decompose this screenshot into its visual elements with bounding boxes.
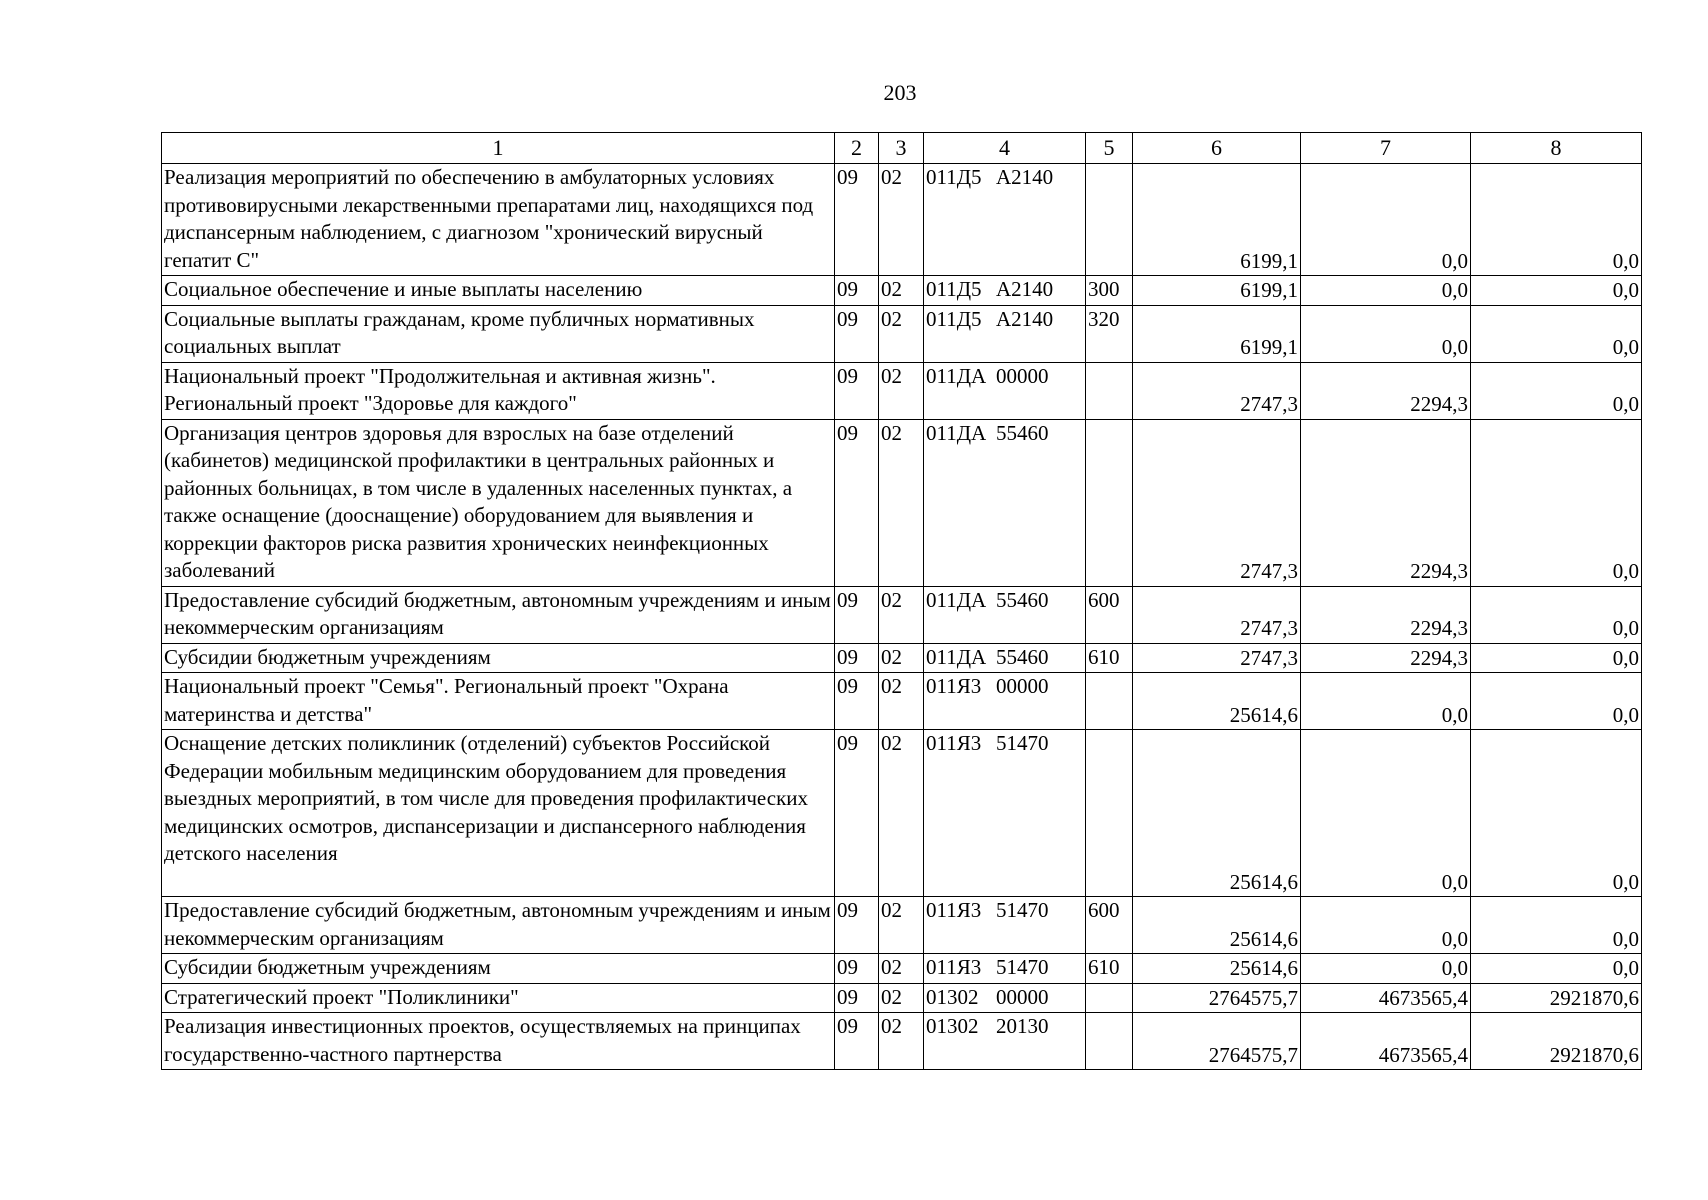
amount-col8: 0,0 bbox=[1471, 586, 1642, 643]
target-article-code bbox=[924, 305, 1086, 362]
section-code: 09 bbox=[835, 983, 879, 1013]
table-row bbox=[162, 1013, 1642, 1070]
expense-type-code: 320 bbox=[1086, 305, 1133, 362]
column-header: 1 bbox=[162, 133, 835, 164]
target-article-program: 011Я3 bbox=[926, 898, 982, 922]
expense-type-code: 610 bbox=[1086, 643, 1133, 673]
column-header: 7 bbox=[1301, 133, 1471, 164]
subsection-code: 02 bbox=[879, 730, 924, 897]
amount-col6: 25614,6 bbox=[1133, 954, 1301, 984]
amount-col8: 0,0 bbox=[1471, 730, 1642, 897]
amount-col6: 2747,3 bbox=[1133, 362, 1301, 419]
row-name: Предоставление субсидий бюджетным, автономным учреждениям и иным некоммерческим организациям bbox=[162, 586, 835, 643]
subsection-code: 02 bbox=[879, 164, 924, 276]
amount-col8: 0,0 bbox=[1471, 954, 1642, 984]
target-article-code bbox=[924, 419, 1086, 586]
expense-type-code bbox=[1086, 983, 1133, 1013]
target-article-direction: 00000 bbox=[996, 984, 1049, 1009]
amount-col6: 2764575,7 bbox=[1133, 983, 1301, 1013]
expense-type-code bbox=[1086, 362, 1133, 419]
subsection-code: 02 bbox=[879, 673, 924, 730]
target-article-program: 011Д5 bbox=[926, 277, 982, 301]
amount-col6: 25614,6 bbox=[1133, 673, 1301, 730]
expense-type-code: 600 bbox=[1086, 897, 1133, 954]
amount-col8: 0,0 bbox=[1471, 419, 1642, 586]
page-number: 203 bbox=[883, 80, 917, 105]
budget-table bbox=[161, 132, 1642, 1070]
target-article-direction: А2140 bbox=[996, 306, 1054, 331]
table-header-row bbox=[162, 133, 1642, 164]
row-name: Национальный проект "Продолжительная и активная жизнь". Региональный проект "Здоровье для каждого" bbox=[162, 362, 835, 419]
row-name: Социальные выплаты гражданам, кроме публичных нормативных социальных выплат bbox=[162, 305, 835, 362]
row-name: Оснащение детских поликлиник (отделений) субъектов Российской Федерации мобильным медицинским оборудованием для проведения выездных мероприятий, в том числе для проведения профилактических медицинских осмотров, диспансеризации и диспансерного наблюдения детского населения bbox=[162, 730, 835, 897]
target-article-code bbox=[924, 897, 1086, 954]
target-article-program: 01302 bbox=[926, 984, 979, 1009]
amount-col6: 25614,6 bbox=[1133, 897, 1301, 954]
target-article-direction: 51470 bbox=[996, 731, 1049, 755]
amount-col8: 0,0 bbox=[1471, 305, 1642, 362]
section-code: 09 bbox=[835, 305, 879, 362]
section-code: 09 bbox=[835, 673, 879, 730]
target-article-direction: 20130 bbox=[996, 1014, 1049, 1038]
row-name: Реализация инвестиционных проектов, осуществляемых на принципах государственно-частного партнерства bbox=[162, 1013, 835, 1070]
amount-col7: 0,0 bbox=[1301, 897, 1471, 954]
row-name: Реализация мероприятий по обеспечению в амбулаторных условиях противовирусными лекарственными препаратами лиц, находящихся под диспансерным наблюдением, с диагнозом "хронический вирусный гепатит С" bbox=[162, 164, 835, 276]
subsection-code: 02 bbox=[879, 586, 924, 643]
amount-col6: 2747,3 bbox=[1133, 586, 1301, 643]
section-code: 09 bbox=[835, 276, 879, 306]
table-row bbox=[162, 586, 1642, 643]
target-article-direction: 00000 bbox=[996, 363, 1049, 388]
target-article-code bbox=[924, 276, 1086, 306]
target-article-direction: 51470 bbox=[996, 898, 1049, 922]
table-row bbox=[162, 305, 1642, 362]
subsection-code: 02 bbox=[879, 362, 924, 419]
expense-type-code bbox=[1086, 419, 1133, 586]
target-article-code bbox=[924, 643, 1086, 673]
column-header: 3 bbox=[879, 133, 924, 164]
target-article-direction: 55460 bbox=[996, 587, 1049, 612]
section-code: 09 bbox=[835, 586, 879, 643]
expense-type-code bbox=[1086, 164, 1133, 276]
expense-type-code: 610 bbox=[1086, 954, 1133, 984]
expense-type-code bbox=[1086, 730, 1133, 897]
amount-col8: 0,0 bbox=[1471, 276, 1642, 306]
target-article-direction: А2140 bbox=[996, 165, 1054, 189]
target-article-program: 011Д5 bbox=[926, 165, 982, 189]
target-article-program: 011ДА bbox=[926, 587, 987, 612]
table-row bbox=[162, 983, 1642, 1013]
target-article-direction: А2140 bbox=[996, 277, 1054, 301]
amount-col7: 2294,3 bbox=[1301, 586, 1471, 643]
target-article-code bbox=[924, 730, 1086, 897]
expense-type-code: 300 bbox=[1086, 276, 1133, 306]
target-article-direction: 55460 bbox=[996, 420, 1049, 445]
amount-col8: 0,0 bbox=[1471, 897, 1642, 954]
section-code: 09 bbox=[835, 419, 879, 586]
subsection-code: 02 bbox=[879, 643, 924, 673]
amount-col7: 0,0 bbox=[1301, 954, 1471, 984]
amount-col8: 0,0 bbox=[1471, 673, 1642, 730]
amount-col7: 2294,3 bbox=[1301, 643, 1471, 673]
amount-col7: 0,0 bbox=[1301, 276, 1471, 306]
target-article-program: 011Я3 bbox=[926, 674, 982, 698]
amount-col6: 6199,1 bbox=[1133, 305, 1301, 362]
column-header: 6 bbox=[1133, 133, 1301, 164]
amount-col6: 2747,3 bbox=[1133, 419, 1301, 586]
subsection-code: 02 bbox=[879, 954, 924, 984]
subsection-code: 02 bbox=[879, 276, 924, 306]
amount-col7: 0,0 bbox=[1301, 730, 1471, 897]
expense-type-code bbox=[1086, 673, 1133, 730]
amount-col7: 4673565,4 bbox=[1301, 1013, 1471, 1070]
table-row bbox=[162, 643, 1642, 673]
amount-col6: 25614,6 bbox=[1133, 730, 1301, 897]
expense-type-code: 600 bbox=[1086, 586, 1133, 643]
amount-col8: 0,0 bbox=[1471, 164, 1642, 276]
target-article-code bbox=[924, 954, 1086, 984]
amount-col7: 4673565,4 bbox=[1301, 983, 1471, 1013]
section-code: 09 bbox=[835, 164, 879, 276]
target-article-program: 011Д5 bbox=[926, 306, 982, 331]
expense-type-code bbox=[1086, 1013, 1133, 1070]
table-row bbox=[162, 954, 1642, 984]
amount-col6: 2747,3 bbox=[1133, 643, 1301, 673]
row-name: Национальный проект "Семья". Региональный проект "Охрана материнства и детства" bbox=[162, 673, 835, 730]
section-code: 09 bbox=[835, 362, 879, 419]
section-code: 09 bbox=[835, 954, 879, 984]
target-article-program: 011ДА bbox=[926, 363, 987, 388]
target-article-code bbox=[924, 983, 1086, 1013]
amount-col7: 0,0 bbox=[1301, 164, 1471, 276]
table-row bbox=[162, 897, 1642, 954]
amount-col7: 0,0 bbox=[1301, 673, 1471, 730]
row-name: Субсидии бюджетным учреждениям bbox=[162, 954, 835, 984]
column-header: 8 bbox=[1471, 133, 1642, 164]
subsection-code: 02 bbox=[879, 419, 924, 586]
row-name: Стратегический проект "Поликлиники" bbox=[162, 983, 835, 1013]
target-article-program: 011Я3 bbox=[926, 731, 982, 755]
target-article-program: 01302 bbox=[926, 1014, 979, 1038]
target-article-program: 011ДА bbox=[926, 420, 987, 445]
target-article-code bbox=[924, 362, 1086, 419]
table-row bbox=[162, 730, 1642, 897]
target-article-direction: 51470 bbox=[996, 955, 1049, 979]
row-name: Социальное обеспечение и иные выплаты населению bbox=[162, 276, 835, 306]
target-article-code bbox=[924, 586, 1086, 643]
target-article-direction: 55460 bbox=[996, 644, 1049, 669]
amount-col8: 0,0 bbox=[1471, 362, 1642, 419]
section-code: 09 bbox=[835, 1013, 879, 1070]
target-article-code bbox=[924, 164, 1086, 276]
amount-col6: 6199,1 bbox=[1133, 276, 1301, 306]
subsection-code: 02 bbox=[879, 305, 924, 362]
amount-col8: 2921870,6 bbox=[1471, 1013, 1642, 1070]
subsection-code: 02 bbox=[879, 1013, 924, 1070]
amount-col8: 0,0 bbox=[1471, 643, 1642, 673]
amount-col7: 2294,3 bbox=[1301, 362, 1471, 419]
amount-col7: 2294,3 bbox=[1301, 419, 1471, 586]
row-name: Организация центров здоровья для взрослых на базе отделений (кабинетов) медицинской профилактики в центральных районных и районных больницах, в том числе в удаленных населенных пунктах, а также оснащение (дооснащение) оборудованием для выявления и коррекции факторов риска развития хронических неинфекционных заболеваний bbox=[162, 419, 835, 586]
section-code: 09 bbox=[835, 897, 879, 954]
amount-col7: 0,0 bbox=[1301, 305, 1471, 362]
column-header: 5 bbox=[1086, 133, 1133, 164]
table-row bbox=[162, 164, 1642, 276]
amount-col6: 2764575,7 bbox=[1133, 1013, 1301, 1070]
section-code: 09 bbox=[835, 730, 879, 897]
subsection-code: 02 bbox=[879, 897, 924, 954]
target-article-direction: 00000 bbox=[996, 674, 1049, 698]
table-row bbox=[162, 419, 1642, 586]
table-row bbox=[162, 276, 1642, 306]
column-header: 2 bbox=[835, 133, 879, 164]
section-code: 09 bbox=[835, 643, 879, 673]
target-article-program: 011Я3 bbox=[926, 955, 982, 979]
column-header: 4 bbox=[924, 133, 1086, 164]
amount-col8: 2921870,6 bbox=[1471, 983, 1642, 1013]
target-article-program: 011ДА bbox=[926, 644, 987, 669]
subsection-code: 02 bbox=[879, 983, 924, 1013]
row-name: Предоставление субсидий бюджетным, автономным учреждениям и иным некоммерческим организациям bbox=[162, 897, 835, 954]
row-name: Субсидии бюджетным учреждениям bbox=[162, 643, 835, 673]
target-article-code bbox=[924, 1013, 1086, 1070]
table-row bbox=[162, 362, 1642, 419]
target-article-code bbox=[924, 673, 1086, 730]
amount-col6: 6199,1 bbox=[1133, 164, 1301, 276]
table-row bbox=[162, 673, 1642, 730]
